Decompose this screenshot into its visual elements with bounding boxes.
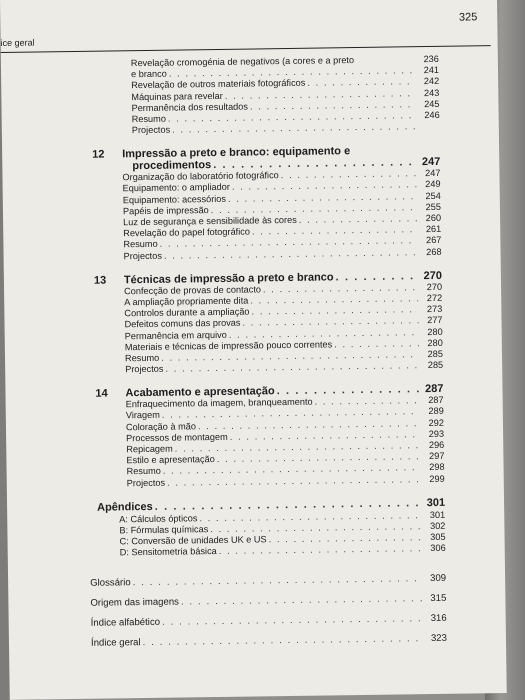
- toc-entry: Defeitos comuns das provas . . . 277: [124, 315, 442, 331]
- toc-entry: Papéis de impressão . . . 255: [123, 202, 441, 218]
- chapter-title: Impressão a preto e branco: equipamento e: [122, 145, 351, 161]
- toc-entry: Estilo e apresentação . . . 297: [126, 451, 444, 467]
- toc-entry: D: Sensitometria básica . . . 306: [120, 543, 446, 559]
- toc-entry: Resumo . . . 246: [132, 110, 440, 125]
- chapter-title-line: procedimentos . . . 247: [122, 156, 440, 172]
- toc-entry: C: Conversão de unidades UK e US . . . 305: [120, 532, 446, 548]
- toc-entry: Permanência em arquivo . . . 280: [125, 326, 443, 342]
- toc-entry: Máquinas para revelar . . . 243: [131, 87, 439, 102]
- chapter-title-line: Técnicas de impressão a preto e branco . . . 270: [124, 270, 442, 286]
- chapter-number: 14: [95, 387, 108, 401]
- appendices: [97, 497, 446, 560]
- chapter-number: 13: [93, 274, 107, 287]
- toc-entry: Revelação cromogénia de negativos (a cores e a preto 236: [130, 53, 439, 69]
- toc-entry: Origem das imagens . . . 315: [90, 588, 446, 613]
- chapter-title-line: Acabamento e apresentação . . . 287: [125, 383, 443, 399]
- toc-entry: A: Cálculos ópticos . . . 301: [119, 510, 445, 526]
- toc-entry: Organização do laboratório fotográfico . . . 247: [122, 168, 440, 184]
- toc-entry: Viragem . . . 289: [126, 406, 444, 422]
- toc-entry: Revelação de outros materiais fotográficos . . . 242: [131, 76, 439, 91]
- toc-content: [90, 53, 448, 653]
- page-number: 325: [458, 11, 478, 24]
- toc-entry: Resumo . . . 267: [123, 235, 441, 251]
- toc-entry: Processos de montagem . . . 293: [126, 429, 444, 445]
- toc-entry: A ampliação propriamente dita . . . 272: [124, 293, 442, 309]
- chapter-12: [92, 144, 442, 262]
- toc-entry: Glossário . . . 309: [90, 568, 446, 593]
- toc-entry: Controlos durante a ampliação . . . 273: [124, 304, 442, 320]
- toc-entry: Repicagem . . . 296: [126, 440, 444, 456]
- toc-entry: Equipamento: acessórios . . . 254: [123, 191, 441, 207]
- running-head: ice geral: [0, 37, 35, 48]
- header-rule: [1, 45, 491, 53]
- toc-entry: Equipamento: o ampliador . . . 249: [123, 179, 441, 195]
- toc-entry: Materiais e técnicas de impressão pouco correntes . . . 280: [125, 338, 443, 354]
- chapter-number: 12: [92, 148, 105, 162]
- back-matter: [90, 568, 447, 653]
- toc-entry: B: Fórmulas químicas . . . 302: [119, 521, 445, 537]
- chapter-14: [95, 383, 445, 489]
- toc-entry: Projectos . . . 299: [127, 473, 445, 489]
- chapter-13: [93, 269, 444, 376]
- toc-entry: Resumo . . . 298: [127, 462, 445, 478]
- toc-entry: Confecção de provas de contacto . . . 270: [124, 282, 442, 298]
- toc-entry: Permanência dos resultados . . . 245: [131, 99, 439, 114]
- toc-entry: e branco . . . 241: [131, 65, 439, 80]
- toc-entry: Coloração à mão . . . 292: [126, 418, 444, 434]
- appendices-title-line: Apêndices . . . 301: [97, 497, 445, 515]
- toc-entry: Resumo . . . 285: [125, 349, 443, 365]
- toc-entry: Luz de segurança e sensibilidade às cores . . . 260: [123, 213, 441, 229]
- toc-entry: Enfraquecimento da imagem, branqueamento . . . 287: [126, 395, 444, 411]
- toc-entry: Projectos . . . 285: [125, 360, 443, 376]
- toc-entry: Projectos . . .: [132, 121, 440, 136]
- toc-entry: Índice alfabético . . . 316: [91, 608, 447, 633]
- toc-entry: Projectos . . . 268: [124, 246, 442, 262]
- intro-entries: [121, 54, 440, 137]
- toc-entry: Índice geral . . . 323: [91, 628, 447, 653]
- toc-entry: Revelação do papel fotográfico . . . 261: [123, 224, 441, 240]
